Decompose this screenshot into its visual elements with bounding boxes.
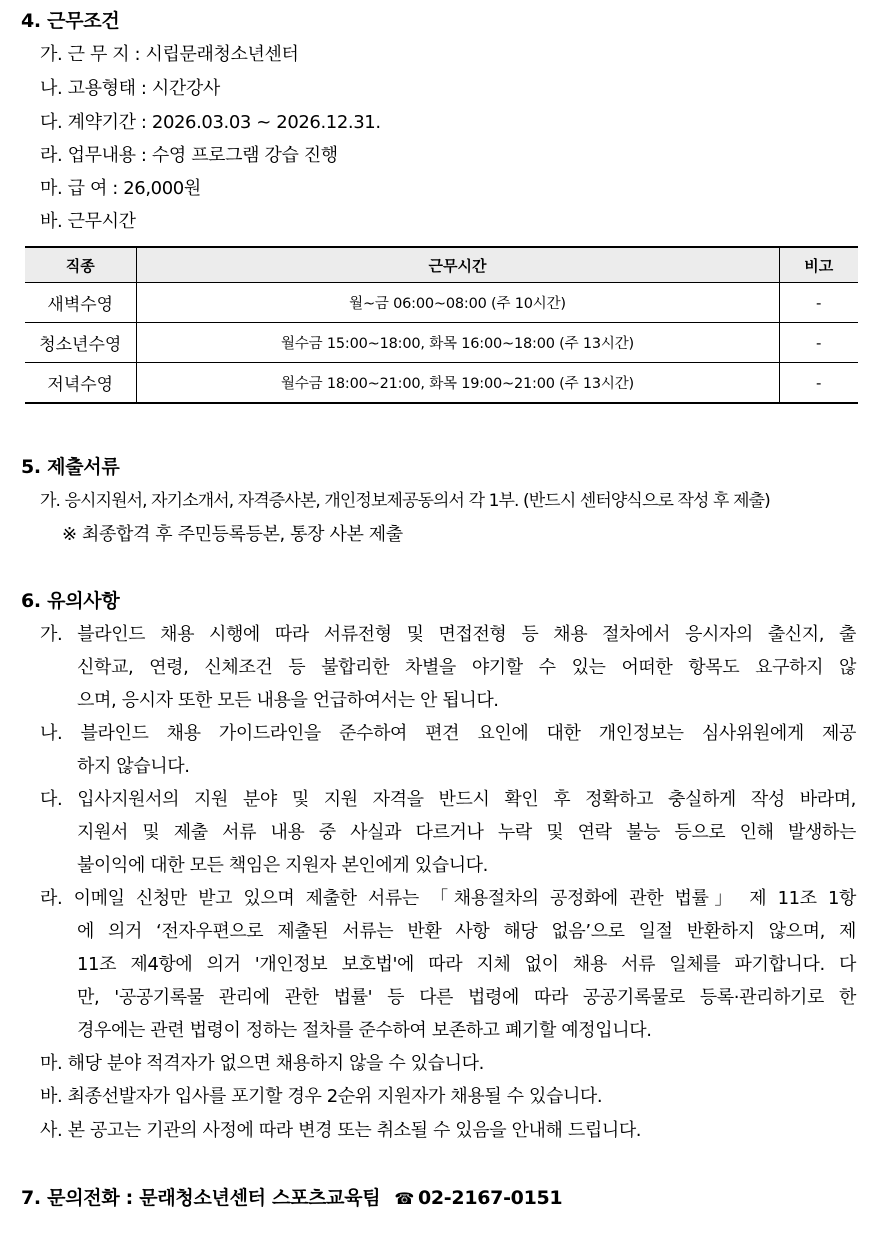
- row-note: -: [779, 363, 858, 404]
- contact-label: 7. 문의전화 : 문래청소년센터 스포츠교육팀: [21, 1187, 381, 1209]
- contact-phone-number: 02-2167-0151: [417, 1187, 563, 1209]
- row-job: 새벽수영: [25, 283, 136, 323]
- workplace-line: 가. 근 무 지 : 시립문래청소년센터: [40, 44, 299, 65]
- notice-line: 사. 본 공고는 기관의 사정에 따라 변경 또는 취소될 수 있음을 안내해 드립니다.: [40, 1120, 642, 1141]
- telephone-icon: ☎: [394, 1189, 414, 1208]
- section-7-contact: [21, 1183, 562, 1210]
- salary-line: 마. 급 여 : 26,000원: [40, 178, 201, 199]
- work-hours-label: 바. 근무시간: [40, 211, 136, 232]
- row-hours: 월수금 18:00~21:00, 화목 19:00~21:00 (주 13시간): [136, 363, 779, 404]
- table-row: [25, 283, 858, 323]
- notice-line: 바. 최종선발자가 입사를 포기할 경우 2순위 지원자가 채용될 수 있습니다.: [40, 1086, 603, 1107]
- documents-note: ※ 최종합격 후 주민등록등본, 통장 사본 제출: [62, 524, 403, 545]
- notice-line: 으며, 응시자 또한 모든 내용을 언급하여서는 안 됩니다.: [77, 690, 499, 711]
- row-hours: 월~금 06:00~08:00 (주 10시간): [136, 283, 779, 323]
- table-row: [25, 323, 858, 363]
- contract-period-line: 다. 계약기간 : 2026.03.03 ~ 2026.12.31.: [40, 112, 381, 133]
- section-4-title: 4. 근무조건: [21, 10, 120, 32]
- row-job: 청소년수영: [25, 323, 136, 363]
- table-row: [25, 363, 858, 404]
- table-header-row: [25, 247, 858, 283]
- row-note: -: [779, 323, 858, 363]
- section-5-title: 5. 제출서류: [21, 456, 120, 478]
- header-note: 비고: [779, 247, 858, 283]
- notice-line: 지원서 및 제출 서류 내용 중 사실과 다르거나 누락 및 연락 불능 등으로 인해 발생하는: [77, 822, 856, 843]
- notice-line: 11조 제4항에 의거 '개인정보 보호법'에 따라 지체 없이 채용 서류 일체를 파기합니다. 다: [77, 954, 856, 975]
- row-hours: 월수금 15:00~18:00, 화목 16:00~18:00 (주 13시간): [136, 323, 779, 363]
- notice-line: 라. 이메일 신청만 받고 있으며 제출한 서류는 「채용절차의 공정화에 관한 법률」 제 11조 1항: [40, 888, 856, 909]
- work-hours-table: [25, 246, 858, 404]
- header-job: 직종: [25, 247, 136, 283]
- employment-type-line: 나. 고용형태 : 시간강사: [40, 78, 220, 99]
- notice-line: 불이익에 대한 모든 책임은 지원자 본인에게 있습니다.: [77, 855, 488, 876]
- notice-line: 마. 해당 분야 적격자가 없으면 채용하지 않을 수 있습니다.: [40, 1053, 484, 1074]
- notice-line: 다. 입사지원서의 지원 분야 및 지원 자격을 반드시 확인 후 정확하고 충실하게 작성 바라며,: [40, 789, 856, 810]
- notice-line: 경우에는 관련 법령이 정하는 절차를 준수하여 보존하고 폐기할 예정입니다.: [77, 1020, 652, 1041]
- job-description-line: 라. 업무내용 : 수영 프로그램 강습 진행: [40, 145, 338, 166]
- notice-line: 가. 블라인드 채용 시행에 따라 서류전형 및 면접전형 등 채용 절차에서 응시자의 출신지, 출: [40, 624, 856, 645]
- row-job: 저녁수영: [25, 363, 136, 404]
- row-note: -: [779, 283, 858, 323]
- notice-line: 하지 않습니다.: [77, 756, 190, 777]
- section-6-title: 6. 유의사항: [21, 590, 120, 612]
- notice-line: 나. 블라인드 채용 가이드라인을 준수하여 편견 요인에 대한 개인정보는 심사위원에게 제공: [40, 723, 856, 744]
- header-hours: 근무시간: [136, 247, 779, 283]
- notice-line: 만, '공공기록물 관리에 관한 법률' 등 다른 법령에 따라 공공기록물로 등록·관리하기로 한: [77, 987, 856, 1008]
- documents-line: 가. 응시지원서, 자기소개서, 자격증사본, 개인정보제공동의서 각 1부. (반드시 센터양식으로 작성 후 제출): [40, 491, 770, 511]
- notice-line: 신학교, 연령, 신체조건 등 불합리한 차별을 야기할 수 있는 어떠한 항목도 요구하지 않: [77, 657, 856, 678]
- notice-line: 에 의거 ‘전자우편으로 제출된 서류는 반환 사항 해당 없음’으로 일절 반환하지 않으며, 제: [77, 921, 856, 942]
